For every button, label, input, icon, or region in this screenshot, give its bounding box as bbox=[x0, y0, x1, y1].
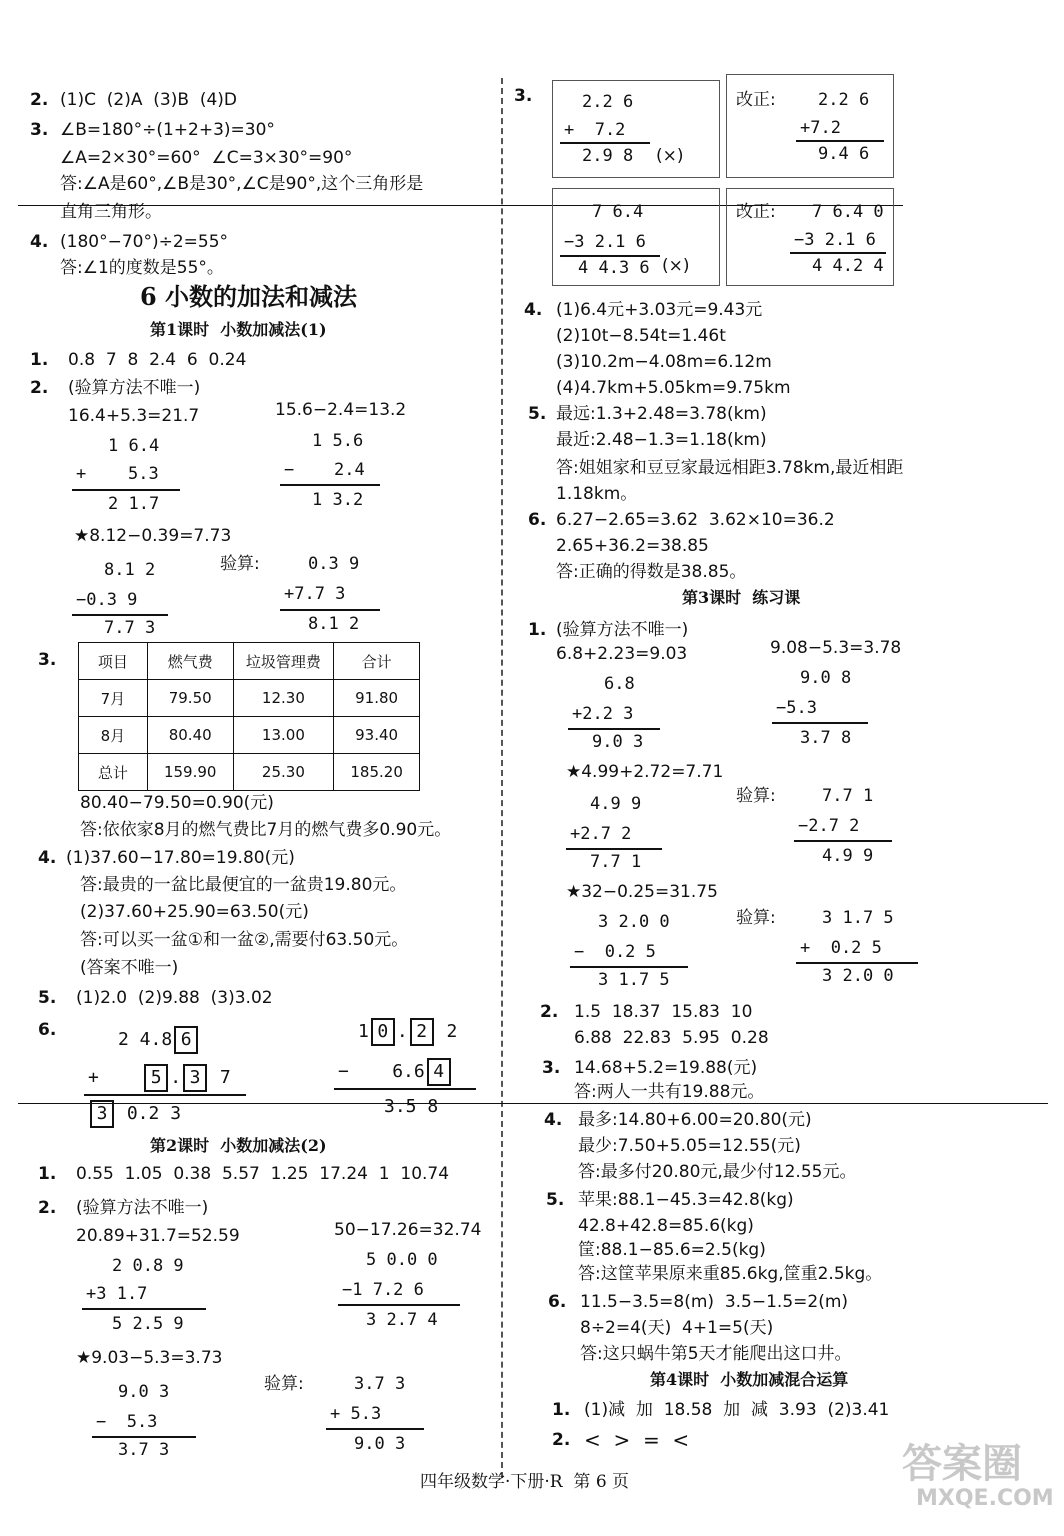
l2q1-number: 1. bbox=[38, 1164, 57, 1184]
calc-b-op: − bbox=[284, 460, 295, 480]
table-cell: 93.40 bbox=[334, 717, 420, 754]
r-q5-line2: 最近:2.48−1.3=1.18(km) bbox=[556, 430, 767, 450]
q3-line2: ∠A=2×30°=60° ∠C=3×30°=90° bbox=[60, 148, 353, 168]
puzzle-b-rule bbox=[334, 1088, 476, 1090]
q2-number: 2. bbox=[30, 90, 49, 110]
l3q6-line2: 8÷2=4(天) 4+1=5(天) bbox=[580, 1318, 774, 1338]
table-cell: 185.20 bbox=[334, 754, 420, 791]
q3-number: 3. bbox=[30, 120, 49, 140]
l1q2-number: 2. bbox=[30, 378, 49, 398]
fix1-row2: +7.2 bbox=[800, 118, 841, 138]
l1q6-number: 6. bbox=[38, 1020, 57, 1040]
puzzle-a-digits: 2 4.8 bbox=[118, 1029, 173, 1050]
sub-a-row3: 7.7 3 bbox=[104, 618, 156, 638]
lesson3-title: 第3课时 练习课 bbox=[682, 588, 801, 607]
r-q4-line2: (2)10t−8.54t=1.46t bbox=[556, 326, 726, 346]
l1q5-number: 5. bbox=[38, 988, 57, 1008]
l3-calc-b-row2: −5.3 bbox=[776, 698, 817, 718]
l1q2-note: (验算方法不唯一) bbox=[68, 378, 201, 398]
l3-calc-b-row3: 3.7 8 bbox=[800, 728, 852, 748]
l3-s1b-row3: 4.9 9 bbox=[822, 846, 874, 866]
box2-wrong-mark: (×) bbox=[662, 256, 690, 276]
sub-a-rule bbox=[72, 614, 168, 616]
table-cell: 总计 bbox=[79, 754, 148, 791]
puzzle-a-digit: 7 bbox=[219, 1067, 231, 1088]
column-divider bbox=[501, 78, 503, 1478]
q4-number: 4. bbox=[30, 232, 49, 252]
th-total: 合计 bbox=[334, 643, 420, 680]
l2q2-eq-b: 50−17.26=32.74 bbox=[334, 1220, 482, 1240]
calc-a-op: + bbox=[76, 464, 87, 484]
fix2-row1: 7 6.4 0 bbox=[812, 202, 884, 222]
r-q6-line3: 答:正确的得数是38.85。 bbox=[556, 562, 747, 582]
l3-s2a-row2: − 0.2 5 bbox=[574, 942, 656, 962]
puzzle-a-box2: 5 bbox=[144, 1064, 168, 1092]
l2-sub-a-rule bbox=[92, 1436, 196, 1438]
l3-calc-a-row2: +2.2 3 bbox=[572, 704, 634, 724]
l4q1-answer: (1)减 加 18.58 加 减 3.93 (2)3.41 bbox=[584, 1400, 890, 1420]
fix2-label: 改正: bbox=[736, 202, 776, 222]
calc-b-rule bbox=[280, 484, 380, 486]
sub-a-row1: 8.1 2 bbox=[104, 560, 156, 580]
calc-a-rule bbox=[72, 489, 180, 491]
l4q2-number: 2. bbox=[552, 1430, 571, 1450]
l3q6-line3: 答:这只蜗牛第5天才能爬出这口井。 bbox=[580, 1344, 852, 1364]
puzzle-a-rule bbox=[84, 1094, 246, 1096]
box2-rule bbox=[560, 255, 660, 257]
r-q6-number: 6. bbox=[528, 510, 547, 530]
r-q4-line1: (1)6.4元+3.03元=9.43元 bbox=[556, 300, 763, 320]
l1q4-line4: 答:可以买一盆①和一盆②,需要付63.50元。 bbox=[80, 930, 409, 950]
box2-row3: 4 4.3 6 bbox=[578, 258, 650, 278]
calc-a-row1: 1 6.4 bbox=[108, 436, 160, 456]
calc-b-row1: 1 5.6 bbox=[312, 431, 364, 451]
l3-s1a-row3: 7.7 1 bbox=[590, 852, 642, 872]
watermark-logo: 答案圈 bbox=[902, 1441, 1022, 1487]
puzzle-a-result: 0.2 3 bbox=[126, 1103, 182, 1124]
l3-star2: ★32−0.25=31.75 bbox=[566, 882, 718, 902]
l3q6-number: 6. bbox=[548, 1292, 567, 1312]
l3-s1b-row1: 7.7 1 bbox=[822, 786, 874, 806]
l2-sub-a-row2: − 5.3 bbox=[96, 1412, 158, 1432]
l3q6-line1: 11.5−3.5=8(m) 3.5−1.5=2(m) bbox=[580, 1292, 849, 1312]
q3-line4: 直角三角形。 bbox=[60, 202, 162, 222]
q4-line2: 答:∠1的度数是55°。 bbox=[60, 258, 224, 278]
r-q4-line3: (3)10.2m−4.08m=6.12m bbox=[556, 352, 772, 372]
l3-calc-a-row3: 9.0 3 bbox=[592, 732, 644, 752]
th-item: 项目 bbox=[79, 643, 148, 680]
puzzle-b-row3: 3.5 8 bbox=[384, 1096, 439, 1117]
lesson1-title: 第1课时 小数加减法(1) bbox=[150, 320, 327, 339]
l3q5-line4: 答:这筐苹果原来重85.6kg,筐重2.5kg。 bbox=[578, 1264, 883, 1284]
l3q5-line3: 筐:88.1−85.6=2.5(kg) bbox=[578, 1240, 766, 1260]
r-q6-line1: 6.27−2.65=3.62 3.62×10=36.2 bbox=[556, 510, 835, 530]
fix1-row3: 9.4 6 bbox=[818, 144, 870, 164]
l3-s2b-row3: 3 2.0 0 bbox=[822, 966, 894, 986]
th-gas: 燃气费 bbox=[147, 643, 233, 680]
r-q5-line4: 1.18km。 bbox=[556, 484, 638, 504]
box1-row1: 2.2 6 bbox=[582, 92, 634, 112]
puzzle-a-row3 bbox=[88, 1100, 181, 1128]
l3-s1a-row2: +2.7 2 bbox=[570, 824, 632, 844]
q3-line3: 答:∠A是60°,∠B是30°,∠C是90°,这个三角形是 bbox=[60, 174, 424, 194]
fix2-row2: −3 2.1 6 bbox=[794, 230, 876, 250]
box2-row2: −3 2.1 6 bbox=[564, 232, 646, 252]
puzzle-b-box1: 0 bbox=[371, 1018, 395, 1046]
l3q3-line2: 答:两人一共有19.88元。 bbox=[574, 1082, 765, 1102]
l3-s2b-rule bbox=[796, 962, 918, 964]
puzzle-b-digits: 6.6 bbox=[392, 1061, 425, 1082]
l2-calc-b-row2: −1 7.2 6 bbox=[342, 1280, 424, 1300]
l3-s2a-row3: 3 1.7 5 bbox=[598, 970, 670, 990]
puzzle-a-op: + bbox=[88, 1067, 99, 1088]
l3-check-label-2: 验算: bbox=[736, 908, 776, 928]
l2q1-answer: 0.55 1.05 0.38 5.57 1.25 17.24 1 10.74 bbox=[76, 1164, 450, 1184]
l4q1-number: 1. bbox=[552, 1400, 571, 1420]
q4-line1: (180°−70°)÷2=55° bbox=[60, 232, 229, 252]
l3-s1b-rule bbox=[794, 840, 892, 842]
puzzle-a-row1 bbox=[118, 1026, 200, 1054]
box2-row1: 7 6.4 bbox=[592, 202, 644, 222]
sub-a-row2: −0.3 9 bbox=[76, 590, 138, 610]
puzzle-a-dot: . bbox=[170, 1067, 182, 1088]
l4q2-answer: < > = < bbox=[584, 1428, 690, 1452]
l3-check-label-1: 验算: bbox=[736, 786, 776, 806]
lesson2-title: 第2课时 小数加减法(2) bbox=[150, 1136, 327, 1155]
l1q4-line3: (2)37.60+25.90=63.50(元) bbox=[80, 902, 309, 922]
table-cell: 7月 bbox=[79, 680, 148, 717]
r-q5-line1: 最远:1.3+2.48=3.78(km) bbox=[556, 404, 767, 424]
star-eq: ★8.12−0.39=7.73 bbox=[74, 526, 232, 546]
table-cell: 91.80 bbox=[334, 680, 420, 717]
puzzle-a-box1: 6 bbox=[174, 1026, 198, 1054]
l3q4-line3: 答:最多付20.80元,最少付12.55元。 bbox=[578, 1162, 857, 1182]
l2-check-a-rule bbox=[326, 1428, 424, 1430]
l1q1-answer: 0.8 7 8 2.4 6 0.24 bbox=[68, 350, 247, 370]
l1q1-number: 1. bbox=[30, 350, 49, 370]
l3q5-line1: 苹果:88.1−45.3=42.8(kg) bbox=[578, 1190, 794, 1210]
table-cell: 13.00 bbox=[233, 717, 334, 754]
l3q5-number: 5. bbox=[546, 1190, 565, 1210]
l3q4-line2: 最少:7.50+5.05=12.55(元) bbox=[578, 1136, 801, 1156]
l2-check-a-row2: + 5.3 bbox=[330, 1404, 382, 1424]
puzzle-b-op: − bbox=[338, 1061, 349, 1082]
l3-star1: ★4.99+2.72=7.71 bbox=[566, 762, 724, 782]
fee-table bbox=[78, 642, 420, 791]
l2-sub-a-row1: 9.0 3 bbox=[118, 1382, 170, 1402]
l2-calc-a-row1: 2 0.8 9 bbox=[112, 1256, 184, 1276]
l2-check-a-row1: 3.7 3 bbox=[354, 1374, 406, 1394]
l2-sub-a-row3: 3.7 3 bbox=[118, 1440, 170, 1460]
l2-check-label: 验算: bbox=[264, 1374, 304, 1394]
th-garbage: 垃圾管理费 bbox=[233, 643, 334, 680]
l2q2-note: (验算方法不唯一) bbox=[76, 1198, 209, 1218]
l3-s1b-row2: −2.7 2 bbox=[798, 816, 860, 836]
check-a-row1: 0.3 9 bbox=[308, 554, 360, 574]
table-cell: 80.40 bbox=[147, 717, 233, 754]
l2-calc-a-row3: 5 2.5 9 bbox=[112, 1314, 184, 1334]
calc-a-row2: 5.3 bbox=[128, 464, 159, 484]
l3q5-line2: 42.8+42.8=85.6(kg) bbox=[578, 1216, 754, 1236]
l1q3-answer: 答:依依家8月的燃气费比7月的燃气费多0.90元。 bbox=[80, 820, 452, 840]
l1q2-eq-b: 15.6−2.4=13.2 bbox=[275, 400, 407, 420]
puzzle-b-digit2: 2 bbox=[446, 1021, 458, 1042]
l3q2-line1: 1.5 18.37 15.83 10 bbox=[574, 1002, 753, 1022]
l3q4-line1: 最多:14.80+6.00=20.80(元) bbox=[578, 1110, 812, 1130]
page-footer: 四年级数学·下册·R 第 6 页 bbox=[420, 1472, 630, 1492]
l3q3-number: 3. bbox=[542, 1058, 561, 1078]
puzzle-b-row1 bbox=[358, 1018, 457, 1046]
fix1-rule bbox=[796, 140, 884, 142]
puzzle-b-box2: 2 bbox=[410, 1018, 434, 1046]
puzzle-b-digit1: 1 bbox=[358, 1021, 369, 1042]
r-q6-line2: 2.65+36.2=38.85 bbox=[556, 536, 709, 556]
puzzle-a-row2 bbox=[88, 1064, 231, 1092]
box1-rule bbox=[560, 142, 650, 144]
box1-row2: + 7.2 bbox=[564, 120, 626, 140]
l2-star-eq: ★9.03−5.3=3.73 bbox=[76, 1348, 223, 1368]
r-q5-line3: 答:姐姐家和豆豆家最远相距3.78km,最近相距 bbox=[556, 458, 904, 478]
l3-s2a-row1: 3 2.0 0 bbox=[598, 912, 670, 932]
l2-calc-b-row1: 5 0.0 0 bbox=[366, 1250, 438, 1270]
l3-s2b-row1: 3 1.7 5 bbox=[822, 908, 894, 928]
q3-line1: ∠B=180°÷(1+2+3)=30° bbox=[60, 120, 275, 140]
check-label: 验算: bbox=[220, 554, 260, 574]
l3-calc-b-rule bbox=[772, 722, 868, 724]
r-q3-number: 3. bbox=[514, 86, 533, 106]
l3q1-number: 1. bbox=[528, 620, 547, 640]
table-row bbox=[79, 754, 420, 791]
table-cell: 8月 bbox=[79, 717, 148, 754]
check-a-rule bbox=[280, 609, 380, 611]
r-q4-line4: (4)4.7km+5.05km=9.75km bbox=[556, 378, 791, 398]
l2-calc-a-rule bbox=[82, 1308, 206, 1310]
fix2-row3: 4 4.2 4 bbox=[812, 256, 884, 276]
l1q3-number: 3. bbox=[38, 650, 57, 670]
l3-s1a-rule bbox=[566, 848, 662, 850]
puzzle-b-dot: . bbox=[396, 1021, 408, 1042]
l1q5-answer: (1)2.0 (2)9.88 (3)3.02 bbox=[76, 988, 273, 1008]
box1-row3: 2.9 8 bbox=[582, 146, 634, 166]
l3-s2a-rule bbox=[570, 966, 688, 968]
l3-s2b-row2: + 0.2 5 bbox=[800, 938, 882, 958]
q2-answer: (1)C (2)A (3)B (4)D bbox=[60, 90, 237, 110]
box1-wrong-mark: (×) bbox=[656, 146, 684, 166]
l1q3-calc: 80.40−79.50=0.90(元) bbox=[80, 793, 274, 813]
l3q2-number: 2. bbox=[540, 1002, 559, 1022]
lesson4-title: 第4课时 小数加减混合运算 bbox=[650, 1370, 849, 1389]
table-cell: 12.30 bbox=[233, 680, 334, 717]
l1q4-line5: (答案不唯一) bbox=[80, 958, 179, 978]
l3q2-line2: 6.88 22.83 5.95 0.28 bbox=[574, 1028, 769, 1048]
l3q4-number: 4. bbox=[544, 1110, 563, 1130]
l2-calc-a-row2: +3 1.7 bbox=[86, 1284, 148, 1304]
fix1-row1: 2.2 6 bbox=[818, 90, 870, 110]
table-cell: 79.50 bbox=[147, 680, 233, 717]
calc-b-row2: 2.4 bbox=[334, 460, 365, 480]
l3-calc-a-rule bbox=[568, 728, 660, 730]
section-title: 6 小数的加法和减法 bbox=[140, 282, 358, 311]
table-cell: 25.30 bbox=[233, 754, 334, 791]
l2-calc-b-row3: 3 2.7 4 bbox=[366, 1310, 438, 1330]
l3q3-line1: 14.68+5.2=19.88(元) bbox=[574, 1058, 758, 1078]
l2q2-eq-a: 20.89+31.7=52.59 bbox=[76, 1226, 240, 1246]
l1q4-line2: 答:最贵的一盆比最便宜的一盆贵19.80元。 bbox=[80, 875, 407, 895]
l3-calc-a-row1: 6.8 bbox=[604, 674, 635, 694]
l2-check-a-row3: 9.0 3 bbox=[354, 1434, 406, 1454]
puzzle-b-row2 bbox=[338, 1058, 453, 1086]
table-row bbox=[79, 717, 420, 754]
l3q1-note: (验算方法不唯一) bbox=[556, 620, 689, 640]
table-row bbox=[79, 680, 420, 717]
l2-calc-b-rule bbox=[338, 1304, 460, 1306]
puzzle-a-box3: 3 bbox=[183, 1064, 207, 1092]
check-a-row2: +7.7 3 bbox=[284, 584, 346, 604]
table-header-row bbox=[79, 643, 420, 680]
l3-calc-b-row1: 9.0 8 bbox=[800, 668, 852, 688]
l1q2-eq-a: 16.4+5.3=21.7 bbox=[68, 406, 200, 426]
calc-a-row3: 2 1.7 bbox=[108, 494, 160, 514]
r-q4-number: 4. bbox=[524, 300, 543, 320]
puzzle-b-box3: 4 bbox=[427, 1058, 451, 1086]
fix2-rule bbox=[790, 252, 886, 254]
r-q5-number: 5. bbox=[528, 404, 547, 424]
l3q1-eq-a: 6.8+2.23=9.03 bbox=[556, 644, 688, 664]
l3q1-eq-b: 9.08−5.3=3.78 bbox=[770, 638, 902, 658]
l3-s1a-row1: 4.9 9 bbox=[590, 794, 642, 814]
l1q4-number: 4. bbox=[38, 848, 57, 868]
table-cell: 159.90 bbox=[147, 754, 233, 791]
fix1-label: 改正: bbox=[736, 90, 776, 110]
l2q2-number: 2. bbox=[38, 1198, 57, 1218]
check-a-row3: 8.1 2 bbox=[308, 614, 360, 634]
l1q4-line1: (1)37.60−17.80=19.80(元) bbox=[66, 848, 295, 868]
calc-b-row3: 1 3.2 bbox=[312, 490, 364, 510]
puzzle-a-box4: 3 bbox=[90, 1100, 114, 1128]
watermark-url: MXQE.COM bbox=[916, 1486, 1054, 1511]
